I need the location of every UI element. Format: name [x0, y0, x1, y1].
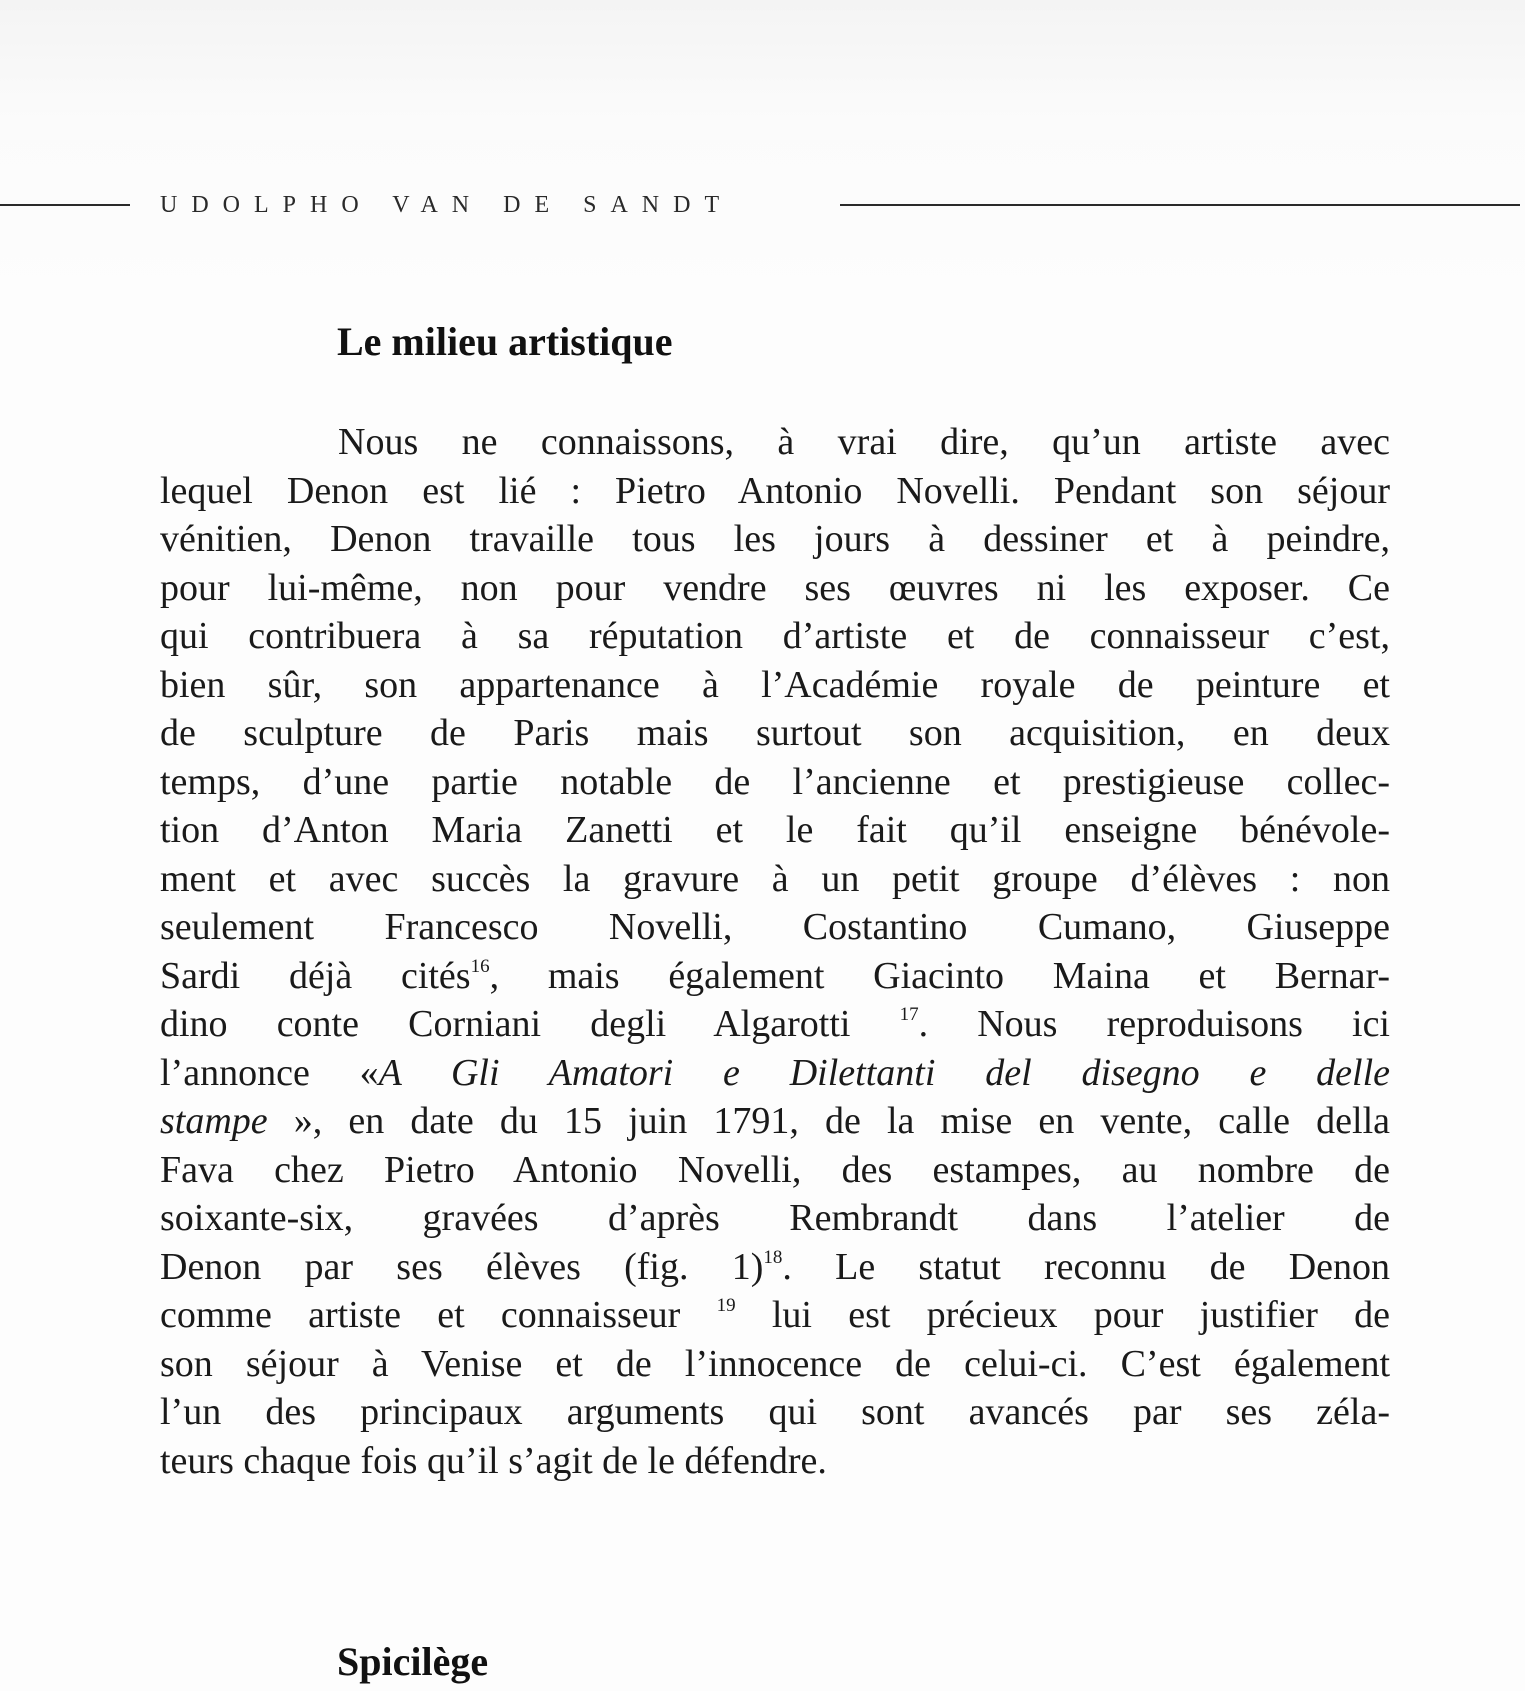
paragraph-line [160, 1000, 1390, 1049]
paragraph-line: Nous ne connaissons, à vrai dire, qu’un artiste avec [338, 421, 1390, 463]
line-text: l’annonce « [160, 1051, 379, 1094]
paragraph-line [160, 1291, 1390, 1340]
running-head-author: UDOLPHO VAN DE SANDT [160, 192, 734, 218]
line-text: . Nous reproduisons ici [918, 1003, 1390, 1045]
paragraph-line: bien sûr, son appartenance à l’Académie royale de peinture et [160, 663, 1390, 706]
paragraph-line: ment et avec succès la gravure à un petit groupe d’élèves : non [160, 857, 1390, 900]
line-text: lui est précieux pour justifier de [735, 1294, 1390, 1336]
paragraph-line: de sculpture de Paris mais surtout son acquisition, en deux [160, 712, 1390, 754]
paragraph-line: tion d’Anton Maria Zanetti et le fait qu’il enseigne bénévole- [160, 809, 1390, 851]
footnote-ref-18: 18 [763, 1246, 783, 1268]
section-heading: Le milieu artistique [337, 319, 673, 364]
running-head [0, 187, 1525, 223]
running-head-rule-left [0, 204, 130, 206]
line-text: , mais également Giacinto Maina et Bernar- [489, 954, 1390, 997]
paragraph-line: lequel Denon est lié : Pietro Antonio Novelli. Pendant son séjour [160, 469, 1390, 512]
italic-title: stampe [160, 1100, 268, 1142]
footnote-ref-19: 19 [716, 1295, 736, 1316]
paragraph-line: teurs chaque fois qu’il s’agit de le défendre. [160, 1439, 827, 1482]
line-text: . Le statut reconnu de Denon [782, 1245, 1390, 1288]
line-text: dino conte Corniani degli Algarotti [160, 1003, 851, 1045]
paragraph-line: son séjour à Venise et de l’innocence de celui-ci. C’est également [160, 1342, 1390, 1385]
footnote-ref-16: 16 [470, 955, 490, 977]
paragraph-line: Fava chez Pietro Antonio Novelli, des estampes, au nombre de [160, 1148, 1390, 1191]
line-text: Sardi déjà cités [160, 954, 471, 997]
italic-title: A Gli Amatori e Dilettanti del disegno e delle [378, 1051, 1391, 1094]
paragraph-line: seulement Francesco Novelli, Costantino Cumano, Giuseppe [160, 906, 1390, 948]
paragraph-line [160, 1097, 1390, 1146]
footnote-ref-17: 17 [899, 1004, 919, 1025]
paragraph-line [160, 1243, 1390, 1292]
line-text: Denon par ses élèves (fig. 1) [160, 1245, 764, 1288]
paragraph-line: pour lui-même, non pour vendre ses œuvres ni les exposer. Ce [160, 566, 1390, 609]
line-text: comme artiste et connaisseur [160, 1294, 681, 1336]
line-text: », en date du 15 juin 1791, de la mise en vente, calle della [267, 1100, 1390, 1142]
paragraph-line: temps, d’une partie notable de l’ancienne et prestigieuse collec- [160, 760, 1390, 803]
paragraph-line [160, 1049, 1390, 1098]
paragraph-line [160, 952, 1390, 1001]
paragraph-line: qui contribuera à sa réputation d’artiste et de connaisseur c’est, [160, 615, 1390, 657]
paragraph-line: vénitien, Denon travaille tous les jours à dessiner et à peindre, [160, 518, 1390, 560]
body-paragraph [160, 418, 1390, 1485]
paragraph-line: l’un des principaux arguments qui sont avancés par ses zéla- [160, 1391, 1390, 1433]
next-section-heading: Spicilège [337, 1639, 489, 1684]
running-head-rule-right [840, 204, 1520, 206]
paragraph-line: soixante-six, gravées d’après Rembrandt dans l’atelier de [160, 1197, 1390, 1239]
